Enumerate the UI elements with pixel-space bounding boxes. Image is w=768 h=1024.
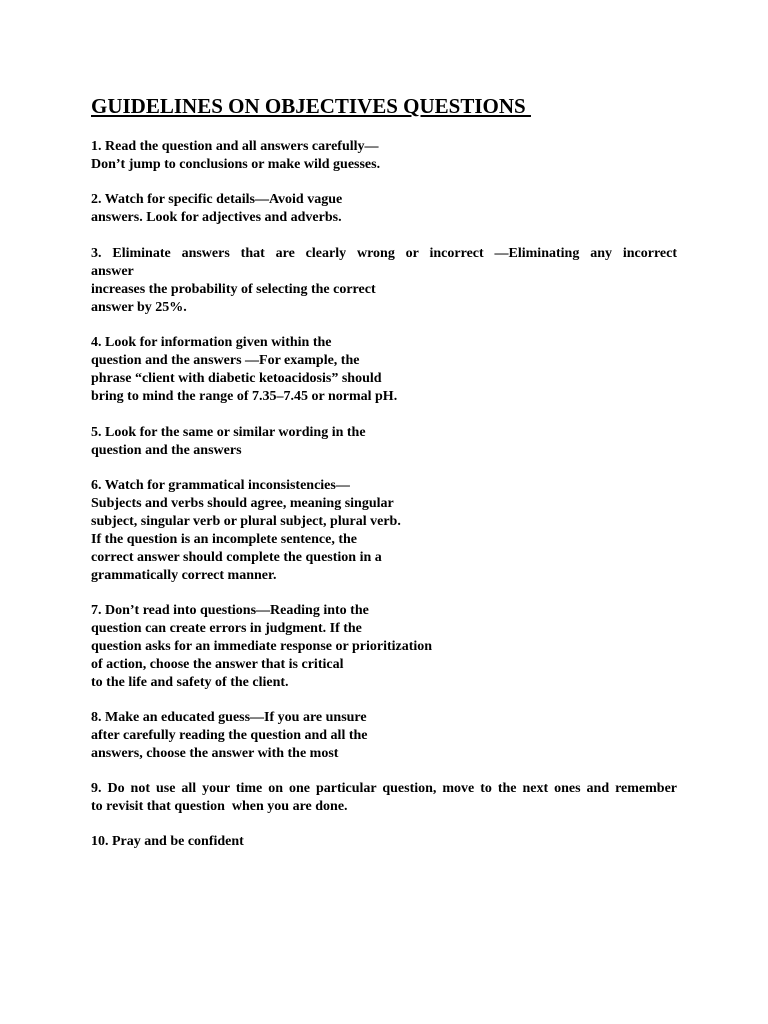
guideline-item-10-line-1: 10. Pray and be confident [91, 834, 244, 849]
guideline-item-7-line-4: of action, choose the answer that is critical [91, 656, 344, 672]
guideline-item-7 [91, 602, 432, 692]
guideline-item-4-line-1: 4. Look for information given within the [91, 335, 332, 350]
guideline-item-6-line-1: 6. Watch for grammatical inconsistencies— [91, 478, 350, 493]
guideline-item-6-line-2: Subjects and verbs should agree, meaning singular [91, 495, 394, 511]
guideline-item-3 [91, 245, 677, 317]
guideline-item-6-line-5: correct answer should complete the question in a [91, 549, 382, 565]
guideline-item-5 [91, 424, 366, 460]
guideline-item-4-line-2: question and the answers —For example, the [91, 352, 360, 368]
guideline-item-6 [91, 477, 401, 584]
guideline-item-3-line-1: 3. Eliminate answers that are clearly wrong or incorrect —Eliminating any incorrect [91, 246, 677, 261]
guideline-item-8-line-1: 8. Make an educated guess—If you are unsure [91, 710, 367, 725]
guideline-item-4-line-3: phrase “client with diabetic ketoacidosis” should [91, 370, 382, 386]
guideline-item-1-line-2: Don’t jump to conclusions or make wild guesses. [91, 156, 381, 172]
guideline-item-7-line-2: question can create errors in judgment. If the [91, 620, 362, 636]
guideline-item-3-line-4: answer by 25%. [91, 299, 187, 315]
page-title: GUIDELINES ON OBJECTIVES QUESTIONS [91, 94, 531, 118]
guideline-item-9 [91, 780, 677, 816]
guideline-item-2-line-1: 2. Watch for specific details—Avoid vague [91, 192, 343, 207]
guideline-item-6-line-6: grammatically correct manner. [91, 567, 277, 583]
guideline-item-6-line-3: subject, singular verb or plural subject, plural verb. [91, 513, 401, 529]
guideline-item-10 [91, 833, 244, 851]
guideline-item-9-line-1: 9. Do not use all your time on one particular question, move to the next ones and remember [91, 781, 677, 796]
guideline-item-7-line-3: question asks for an immediate response or prioritization [91, 638, 433, 654]
guideline-item-2-line-2: answers. Look for adjectives and adverbs. [91, 209, 342, 225]
guideline-item-8-line-3: answers, choose the answer with the most [91, 745, 339, 761]
guideline-item-5-line-1: 5. Look for the same or similar wording in the [91, 425, 366, 440]
guideline-item-8-line-2: after carefully reading the question and all the [91, 727, 368, 743]
guideline-item-7-line-5: to the life and safety of the client. [91, 674, 289, 690]
guideline-item-1 [91, 138, 380, 174]
guideline-item-1-line-1: 1. Read the question and all answers carefully— [91, 139, 379, 154]
guideline-item-6-line-4: If the question is an incomplete sentence, the [91, 531, 357, 547]
guideline-item-9-line-2: to revisit that question when you are done. [91, 798, 348, 814]
guideline-item-2 [91, 191, 342, 227]
guideline-item-3-line-2: answer [91, 263, 134, 279]
guideline-item-8 [91, 709, 368, 763]
guideline-item-5-line-2: question and the answers [91, 442, 242, 458]
guideline-item-4-line-4: bring to mind the range of 7.35–7.45 or normal pH. [91, 388, 398, 404]
guideline-item-4 [91, 334, 397, 406]
guideline-item-7-line-1: 7. Don’t read into questions—Reading into the [91, 603, 369, 618]
guideline-item-3-line-3: increases the probability of selecting the correct [91, 281, 376, 297]
